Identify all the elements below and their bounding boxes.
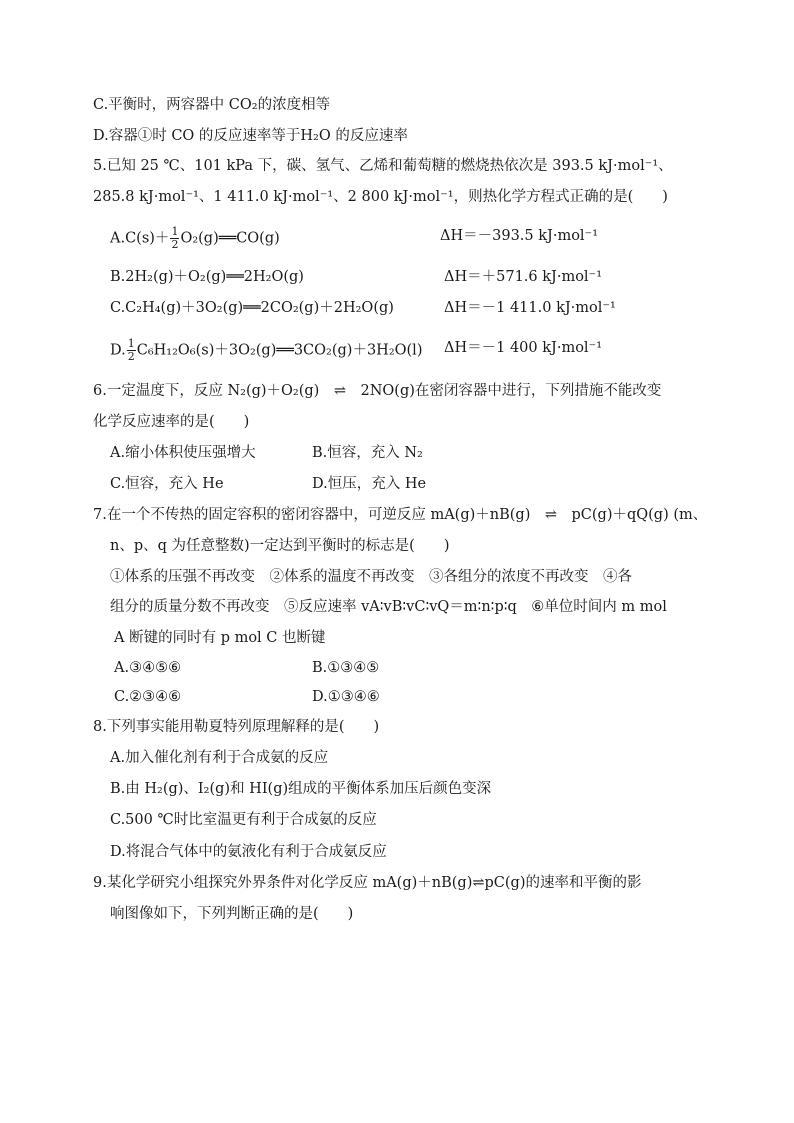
q5-d-prefix: D.: [110, 342, 126, 359]
q5-d-equation: C₆H₁₂O₆(s)＋3O₂(g)══3CO₂(g)＋3H₂O(l): [136, 342, 423, 359]
q7-statements-line3: A 断键的同时有 p mol C 也断键: [114, 630, 326, 646]
q5-option-b: B.2H₂(g)＋O₂(g)══2H₂O(g): [110, 269, 304, 285]
q5-a-frac-num: 1: [171, 225, 179, 238]
q6-option-c: C.恒容，充入 He: [110, 476, 224, 492]
q5-a-fraction: [170, 226, 179, 251]
q7-option-b: B.①③④⑤: [312, 660, 380, 676]
q6-option-d: D.恒压，充入 He: [312, 476, 427, 492]
q5-a-frac-den: 2: [171, 238, 179, 251]
q7-stem-line1: 7.在一个不传热的固定容积的密闭容器中，可逆反应 mA(g)＋nB(g) ⇌ pC(g)＋qQ(g) (m、: [93, 507, 708, 523]
q7-statements-line2: 组分的质量分数不再改变 ⑤反应速率 vA∶vB∶vC∶vQ＝m∶n∶p∶q ⑥单位时间内 m mol: [110, 599, 667, 615]
q5-option-a: [110, 226, 280, 251]
q4-option-c: C.平衡时，两容器中 CO₂的浓度相等: [93, 97, 331, 113]
q6-stem-line2: 化学反应速率的是( ): [93, 414, 250, 430]
q5-d-frac-den: 2: [127, 350, 135, 363]
q5-d-fraction: [127, 338, 136, 363]
q8-stem: 8.下列事实能用勒夏特列原理解释的是( ): [93, 719, 380, 735]
q4-option-d: D.容器①时 CO 的反应速率等于H₂O 的反应速率: [93, 128, 408, 144]
q6-option-b: B.恒容，充入 N₂: [312, 445, 423, 461]
q7-stem-line2: n、p、q 为任意整数)一定达到平衡时的标志是( ): [110, 538, 450, 554]
q5-c-enthalpy: ΔH＝－1 411.0 kJ·mol⁻¹: [444, 300, 616, 316]
q8-option-b: B.由 H₂(g)、I₂(g)和 HI(g)组成的平衡体系加压后颜色变深: [110, 781, 492, 797]
q5-a-prefix: A.C(s)＋: [110, 230, 170, 247]
q5-option-c: C.C₂H₄(g)＋3O₂(g)══2CO₂(g)＋2H₂O(g): [110, 300, 394, 316]
q8-option-a: A.加入催化剂有利于合成氨的反应: [110, 750, 329, 766]
q5-b-enthalpy: ΔH＝＋571.6 kJ·mol⁻¹: [444, 269, 603, 285]
q7-option-a: A.③④⑤⑥: [114, 660, 182, 676]
q7-option-c: C.②③④⑥: [114, 689, 182, 705]
q5-d-frac-num: 1: [127, 337, 135, 350]
q6-option-a: A.缩小体积使压强增大: [110, 445, 256, 461]
q5-stem-line1: 5.已知 25 ℃、101 kPa 下，碳、氢气、乙烯和葡萄糖的燃烧热依次是 393.5 kJ·mol⁻¹、: [93, 158, 673, 174]
q5-d-enthalpy: ΔH＝－1 400 kJ·mol⁻¹: [444, 340, 603, 356]
q8-option-c: C.500 ℃时比室温更有利于合成氨的反应: [110, 812, 377, 828]
q5-option-d: [110, 338, 422, 363]
q9-stem-line2: 响图像如下，下列判断正确的是( ): [110, 906, 354, 922]
q7-statements-line1: ①体系的压强不再改变 ②体系的温度不再改变 ③各组分的浓度不再改变 ④各: [110, 569, 632, 585]
q8-option-d: D.将混合气体中的氨液化有利于合成氨反应: [110, 844, 387, 860]
q5-stem-line2: 285.8 kJ·mol⁻¹、1 411.0 kJ·mol⁻¹、2 800 kJ·mol⁻¹，则热化学方程式正确的是( ): [93, 189, 668, 205]
q9-stem-line1: 9.某化学研究小组探究外界条件对化学反应 mA(g)＋nB(g)⇌pC(g)的速率和平衡的影: [93, 875, 642, 891]
q5-a-enthalpy: ΔH＝－393.5 kJ·mol⁻¹: [440, 228, 599, 244]
q5-a-equation: O₂(g)══CO(g): [180, 230, 280, 247]
q6-stem-line1: 6.一定温度下，反应 N₂(g)＋O₂(g) ⇌ 2NO(g)在密闭容器中进行，下列措施不能改变: [93, 383, 662, 399]
q7-option-d: D.①③④⑥: [312, 689, 380, 705]
